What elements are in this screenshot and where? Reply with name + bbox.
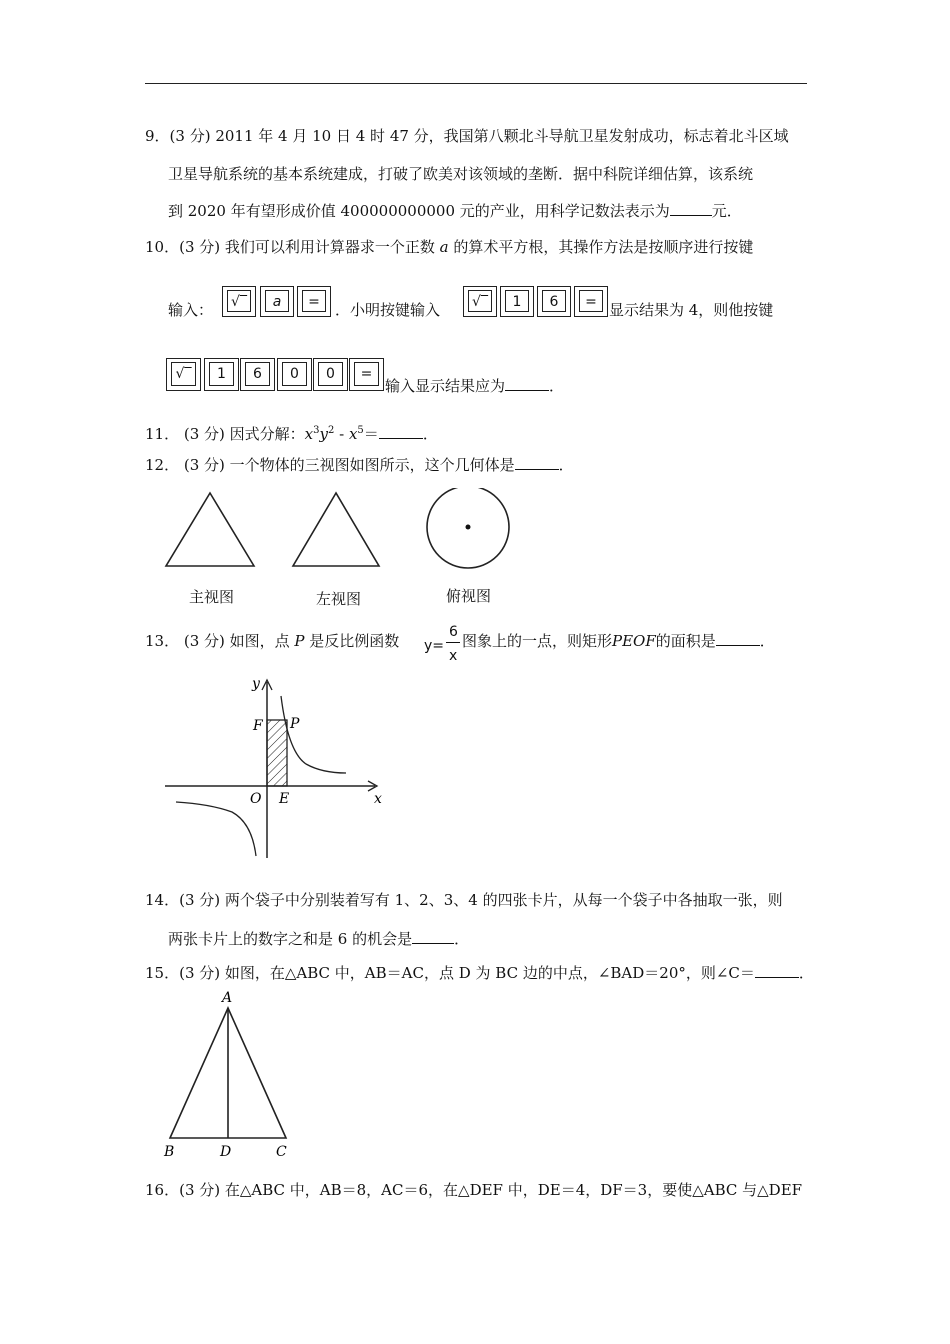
caption-side-view: 左视图 — [316, 590, 362, 608]
q10-var-a: a — [439, 238, 449, 256]
rectangle-peof — [267, 720, 287, 786]
q15-answer-blank — [755, 963, 799, 978]
q9-line3-text: 到 2020 年有望形成价值 400000000000 元的产业，用科学记数法表示为 — [168, 202, 670, 220]
label-b: B — [164, 1144, 175, 1160]
q11-x: x — [348, 425, 358, 443]
q13-end: ． — [759, 632, 775, 650]
q13-line-rest — [462, 631, 775, 651]
q14-line1: 14．(3 分) 两个袋子中分别装着写有 1、2、3、4 的四张卡片，从每一个袋子中各抽取一张，则 — [145, 891, 783, 909]
q11-exp: 2 — [327, 425, 335, 436]
q11-y: y — [319, 425, 328, 443]
q15-end: ． — [798, 964, 814, 982]
key-equals: = — [297, 286, 331, 317]
key-sqrt: √‾ — [222, 286, 256, 317]
fraction-bar — [446, 642, 460, 643]
caption-top-view: 俯视图 — [446, 587, 492, 605]
top-view-center-dot — [466, 525, 471, 530]
q10-text-a: 10．(3 分) 我们可以利用计算器求一个正数 — [145, 238, 435, 256]
q11-prefix: 11． (3 分) 因式分解： — [145, 425, 305, 443]
q9-line3 — [168, 201, 742, 221]
key-equals: = — [349, 358, 384, 391]
q12-text: 12． (3 分) 一个物体的三视图如图所示，这个几何体是 — [145, 456, 515, 474]
q10-line2-mid: ．小明按键输入 — [335, 301, 441, 319]
key-a: a — [260, 286, 294, 317]
key-sqrt: √‾ — [463, 286, 497, 317]
q9-line2: 卫星导航系统的基本系统建成，打破了欧美对该领域的垄断．据中科院详细估算，该系统 — [168, 165, 754, 183]
q10-line3-text: 输入显示结果应为 — [385, 377, 506, 395]
q10-text-b: 的算术平方根，其操作方法是按顺序进行按键 — [453, 238, 754, 256]
q9-line3-end: 元． — [711, 202, 742, 220]
q11-exp: 5 — [357, 425, 364, 436]
label-x: x — [374, 791, 382, 807]
func-denominator: x — [449, 648, 458, 664]
q11-line — [145, 421, 438, 444]
label-a: A — [222, 990, 233, 1006]
caption-front-view: 主视图 — [189, 588, 235, 606]
key-0: 0 — [313, 358, 348, 391]
q9-line1: 9．(3 分) 2011 年 4 月 10 日 4 时 47 分，我国第八颗北斗导航卫星发射成功，标志着北斗区域 — [145, 127, 789, 145]
q10-line1 — [145, 237, 753, 257]
q14-line2 — [168, 929, 469, 949]
q11-end: ． — [422, 425, 438, 443]
label-p: P — [290, 716, 300, 732]
q13-var-p: P — [294, 632, 305, 650]
q15-line — [145, 963, 814, 983]
func-numerator: 6 — [449, 624, 458, 640]
triangle-abc-figure — [158, 988, 298, 1163]
label-f: F — [253, 718, 263, 734]
three-views-figure — [160, 488, 530, 578]
label-y: y — [252, 676, 260, 692]
q13-text-c: 图象上的一点，则矩形 — [462, 632, 613, 650]
label-c: C — [276, 1144, 287, 1160]
side-view-triangle — [293, 493, 379, 566]
q11-exp: 3 — [313, 425, 320, 436]
q10-answer-blank — [505, 376, 549, 391]
hyperbola-figure — [160, 670, 390, 865]
q13-text-b: 是反比例函数 — [309, 632, 400, 650]
q13-line — [145, 631, 399, 651]
key-1: 1 — [204, 358, 239, 391]
hyperbola-branch-1 — [281, 696, 346, 773]
q10-line2-suffix: 显示结果为 4，则他按键 — [609, 301, 774, 319]
q14-end: ． — [454, 930, 470, 948]
q13-var-peof: PEOF — [612, 632, 656, 650]
q10-line3-end: ． — [549, 377, 565, 395]
front-view-triangle — [166, 493, 254, 566]
label-e: E — [279, 791, 290, 807]
label-d: D — [220, 1144, 232, 1160]
q14-answer-blank — [412, 929, 454, 944]
key-6: 6 — [537, 286, 571, 317]
q13-text-a: 13． (3 分) 如图，点 — [145, 632, 290, 650]
q11-x: x — [304, 425, 314, 443]
q9-answer-blank — [670, 201, 712, 216]
q11-minus: - — [334, 425, 349, 443]
key-6: 6 — [240, 358, 275, 391]
q12-end: ． — [558, 456, 574, 474]
header-rule — [145, 83, 807, 84]
q14-line2-text: 两张卡片上的数字之和是 6 的机会是 — [168, 930, 413, 948]
label-o: O — [250, 791, 262, 807]
q16-line: 16．(3 分) 在△ABC 中，AB＝8，AC＝6，在△DEF 中，DE＝4，DF＝3，要使△ABC 与△DEF — [145, 1181, 803, 1199]
key-1: 1 — [500, 286, 534, 317]
hyperbola-branch-2 — [176, 802, 256, 856]
q10-line3 — [385, 376, 564, 396]
q13-text-d: 的面积是 — [655, 632, 716, 650]
q12-answer-blank — [515, 455, 559, 470]
q11-eq: ＝ — [363, 425, 379, 443]
q13-answer-blank — [716, 631, 760, 646]
q15-text: 15．(3 分) 如图，在△ABC 中，AB＝AC，点 D 为 BC 边的中点，∠BAD＝20°，则∠C＝ — [145, 964, 755, 982]
key-sqrt: √‾ — [166, 358, 201, 391]
q11-answer-blank — [379, 424, 423, 439]
key-0: 0 — [277, 358, 312, 391]
key-equals: = — [574, 286, 608, 317]
q10-line2-prefix: 输入： — [168, 301, 214, 319]
func-y: y= — [424, 638, 445, 654]
q12-line — [145, 455, 574, 475]
